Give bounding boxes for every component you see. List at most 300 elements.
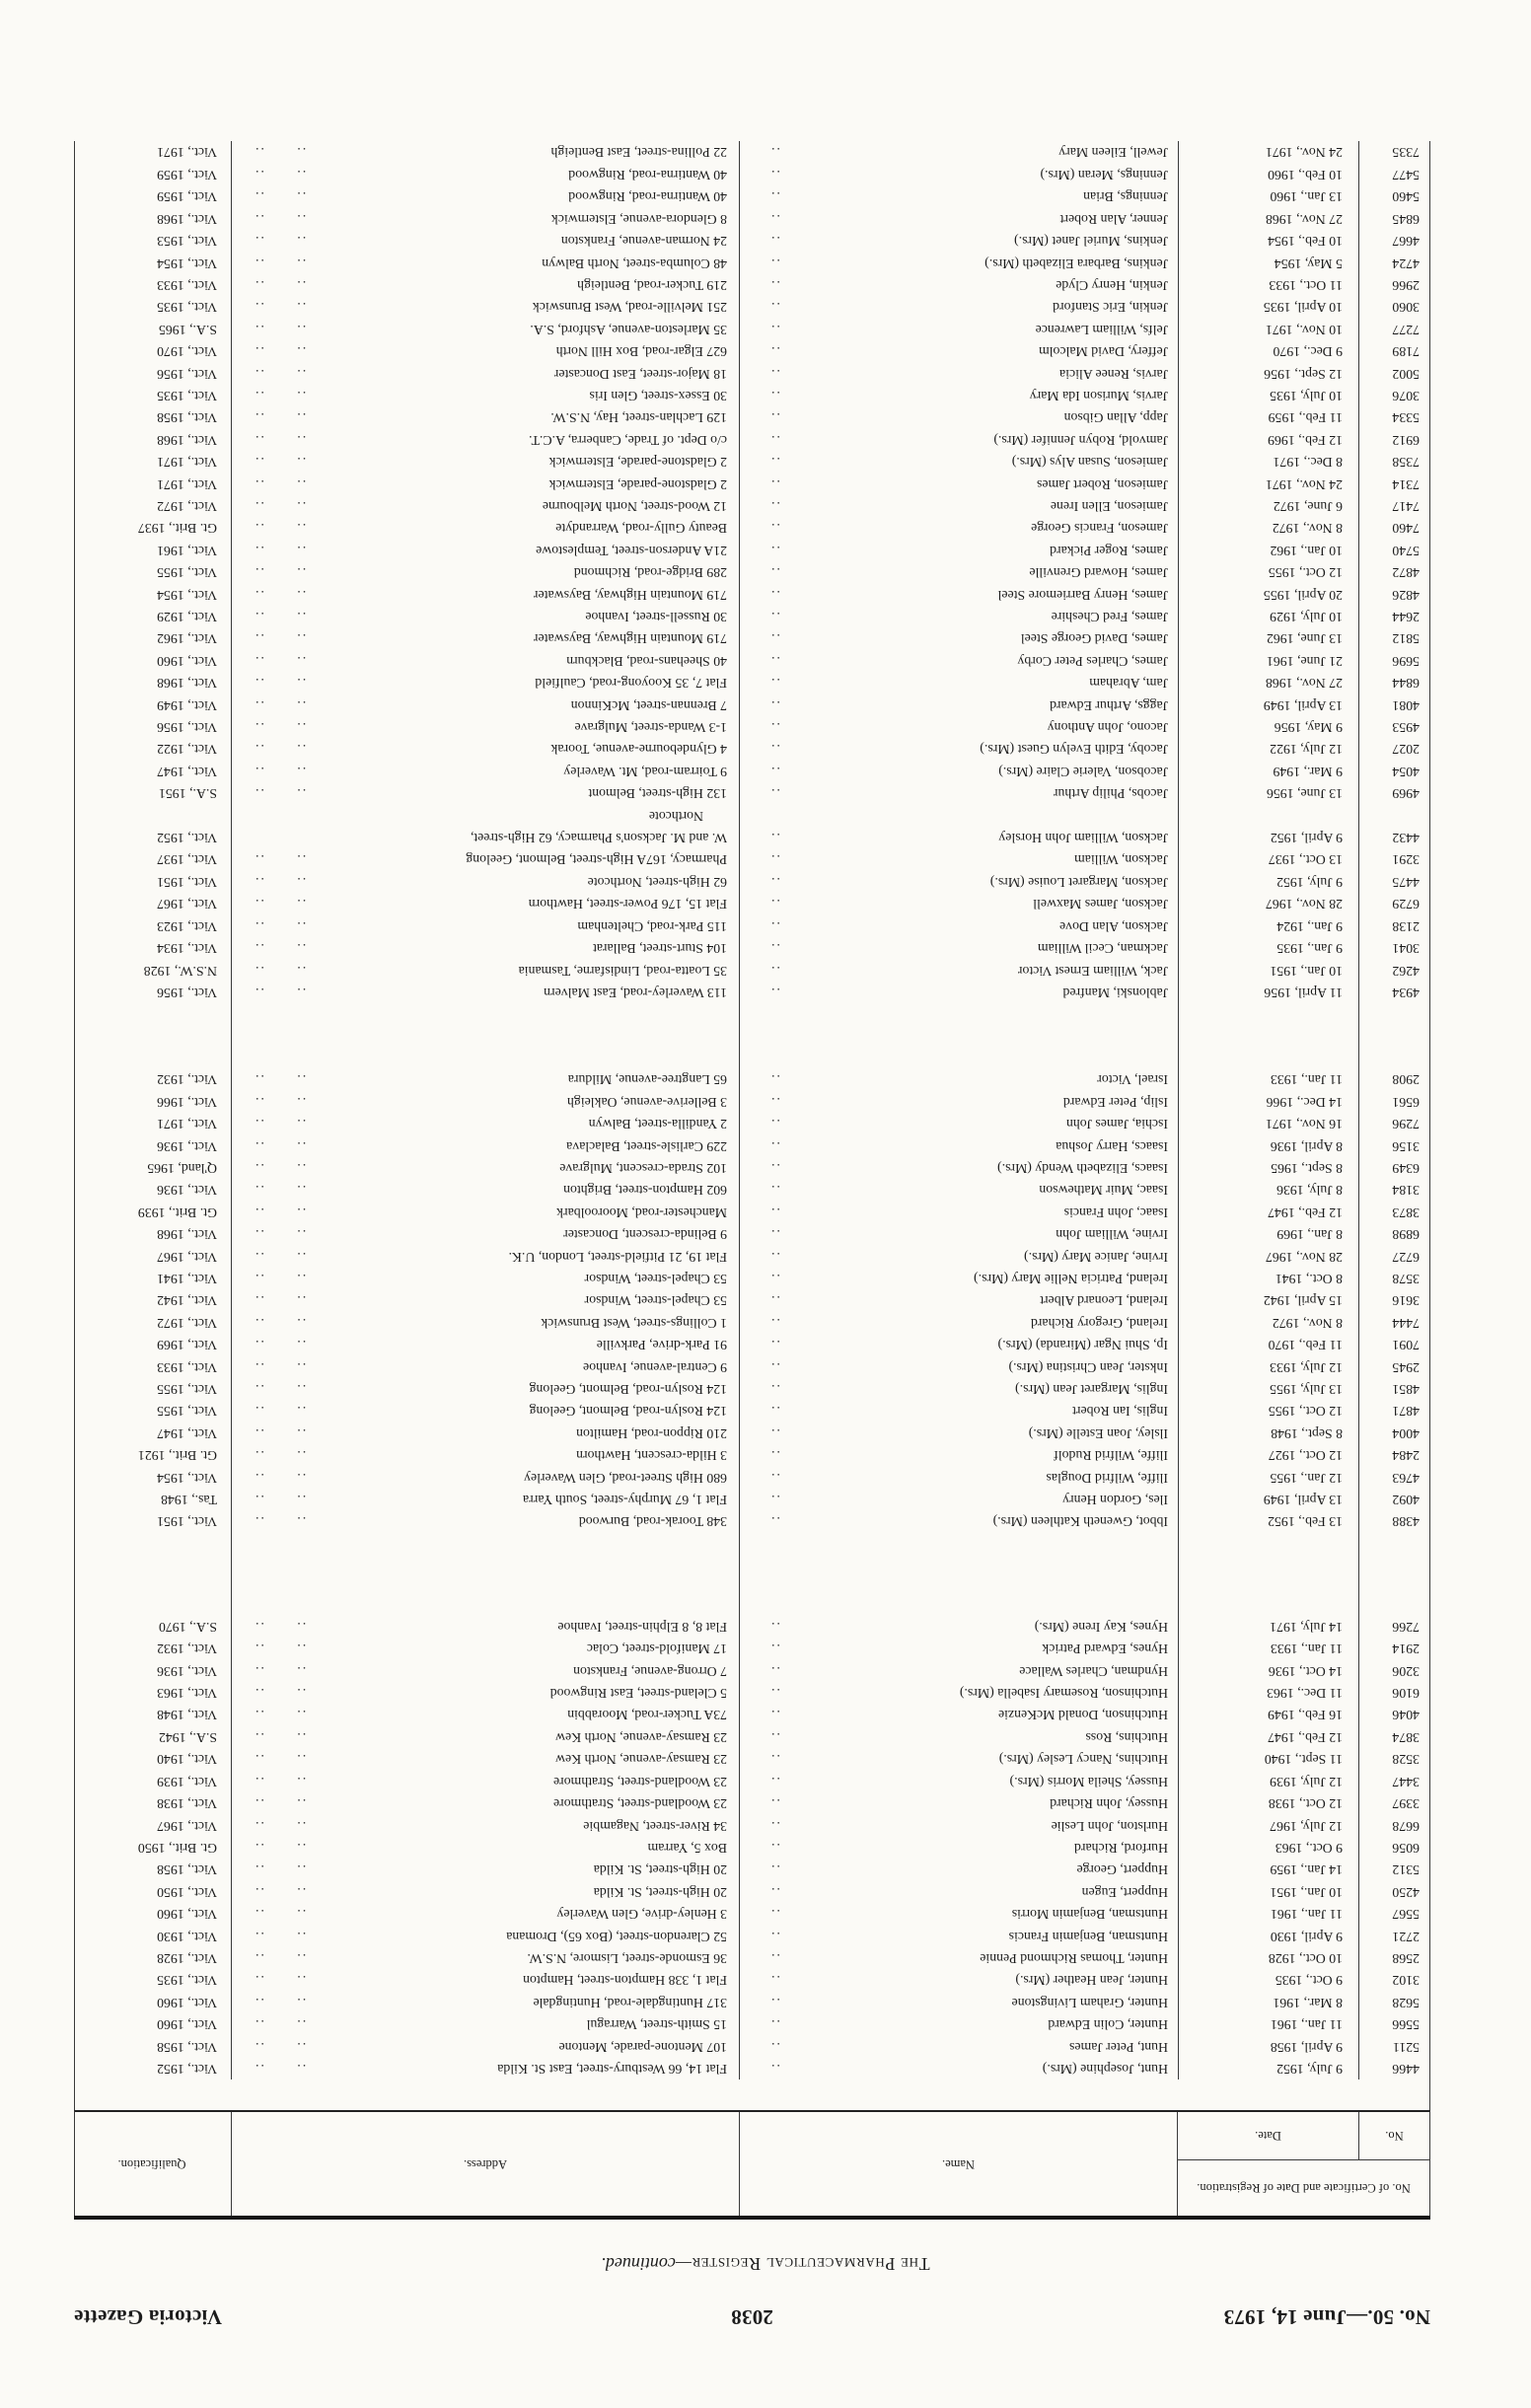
name-text: Hutchinson, Rosemary Isabella (Mrs.) bbox=[959, 1686, 1168, 1702]
name-text: Isaac, Muir Mathewson bbox=[1039, 1183, 1168, 1199]
address-text: 1 Collings-street, West Brunswick bbox=[541, 1315, 727, 1331]
cell-qualification: Vict., 1954 bbox=[157, 1470, 217, 1486]
cell-address bbox=[231, 1400, 739, 1422]
cell-date: 11 Dec., 1963 bbox=[1178, 1682, 1358, 1704]
header-certificate-group: No. of Certificate and Date of Registration. bbox=[1178, 2159, 1429, 2216]
cell-qualification: Vict., 1968 bbox=[157, 676, 217, 692]
address-text: Flat 7, 35 Kooyong-road, Caulfield bbox=[535, 676, 727, 692]
leader-dots: .. bbox=[769, 1204, 780, 1220]
leader-dots: .. .. bbox=[254, 941, 307, 957]
cell-certificate-no: 7277 bbox=[1358, 318, 1429, 339]
address-text: 35 Loatta-road, Lindisfarne, Tasmania bbox=[518, 963, 727, 979]
cell-certificate-no: 7335 bbox=[1358, 141, 1429, 163]
cell-certificate-no: 4432 bbox=[1358, 804, 1429, 848]
name-text: Jewell, Eileen Mary bbox=[1058, 145, 1168, 161]
cell-name bbox=[739, 1113, 1178, 1134]
address-text: 21A Anderson-street, Templestowe bbox=[536, 543, 727, 558]
cell-name bbox=[739, 1770, 1178, 1791]
table-row bbox=[75, 164, 1429, 185]
address-text: 65 Langtree-avenue, Mildura bbox=[567, 1072, 727, 1088]
address-text: Flat 19, 21 Pitfield-street, London, U.K. bbox=[508, 1249, 727, 1265]
cell-qualification: Vict., 1970 bbox=[157, 344, 217, 360]
leader-dots: .. .. bbox=[254, 234, 307, 250]
leader-dots: .. bbox=[769, 786, 780, 802]
cell-certificate-no: 4081 bbox=[1358, 693, 1429, 715]
cell-name bbox=[739, 1903, 1178, 1925]
leader-dots: .. bbox=[769, 455, 780, 471]
cell-qualification: Vict., 1956 bbox=[157, 985, 217, 1000]
cell-name bbox=[739, 517, 1178, 539]
cell-address bbox=[231, 1615, 739, 1637]
table-row bbox=[75, 296, 1429, 318]
cell-address bbox=[231, 804, 739, 848]
leader-dots: .. .. bbox=[254, 610, 307, 625]
leader-dots: .. bbox=[769, 2017, 780, 2033]
leader-dots: .. .. bbox=[254, 1204, 307, 1220]
cell-qualification: Vict., 1947 bbox=[157, 764, 217, 779]
cell-qualification: Gt. Brit., 1950 bbox=[137, 1840, 217, 1856]
cell-name bbox=[739, 1532, 1178, 1615]
cell-certificate-no: 2721 bbox=[1358, 1925, 1429, 1946]
address-text: 132 High-street, Belmont bbox=[588, 786, 727, 802]
address-text: Flat 8, 8 Elphin-street, Ivanhoe bbox=[557, 1619, 727, 1635]
cell-date: 11 Feb., 1959 bbox=[1178, 406, 1358, 428]
cell-qualification: Vict., 1958 bbox=[157, 410, 217, 426]
cell-certificate-no: 5334 bbox=[1358, 406, 1429, 428]
cell-name bbox=[739, 1489, 1178, 1510]
cell-date: 10 Jan., 1962 bbox=[1178, 539, 1358, 560]
address-text: 9 Central-avenue, Ivanhoe bbox=[583, 1359, 727, 1375]
cell-certificate-no: 4953 bbox=[1358, 716, 1429, 738]
table-row bbox=[75, 1068, 1429, 1090]
table-row bbox=[75, 362, 1429, 384]
cell-qualification: Vict., 1934 bbox=[157, 941, 217, 957]
address-text: 210 Rippon-road, Hamilton bbox=[576, 1425, 727, 1441]
address-text: 4 Glyndebourne-avenue, Toorak bbox=[550, 742, 727, 758]
cell-qualification: Vict., 1951 bbox=[157, 874, 217, 890]
name-text: James, Howard Grenville bbox=[1029, 565, 1168, 581]
cell-name bbox=[739, 495, 1178, 517]
cell-date: 12 July, 1933 bbox=[1178, 1355, 1358, 1377]
cell-certificate-no: 6678 bbox=[1358, 1814, 1429, 1836]
leader-dots: .. .. bbox=[254, 1094, 307, 1110]
cell-name bbox=[739, 782, 1178, 804]
leader-dots: .. .. bbox=[254, 145, 307, 161]
cell-qualification: Gt. Brit., 1937 bbox=[137, 521, 217, 537]
cell-qualification: Vict., 1935 bbox=[157, 1973, 217, 1989]
leader-dots: .. bbox=[769, 322, 780, 337]
name-text: Jennings, Meran (Mrs.) bbox=[1040, 167, 1168, 182]
cell-name bbox=[739, 451, 1178, 473]
name-text: Jack, William Ernest Victor bbox=[1017, 963, 1168, 979]
leader-dots: .. .. bbox=[254, 697, 307, 713]
cell-qualification: Vict., 1958 bbox=[157, 2039, 217, 2055]
name-text: Jackson, William John Horsley bbox=[998, 831, 1168, 846]
table-row bbox=[75, 1615, 1429, 1637]
name-text: Jamieson, Ellen Irene bbox=[1050, 499, 1168, 514]
cell-certificate-no: 3156 bbox=[1358, 1134, 1429, 1156]
address-text: 36 Esmonde-street, Lismore, N.S.W. bbox=[527, 1950, 727, 1966]
cell-address bbox=[231, 406, 739, 428]
cell-date: 10 April, 1935 bbox=[1178, 296, 1358, 318]
cell-address bbox=[231, 1157, 739, 1179]
cell-certificate-no: 5477 bbox=[1358, 164, 1429, 185]
table-row bbox=[75, 340, 1429, 362]
cell-date: 28 Nov., 1967 bbox=[1178, 893, 1358, 914]
leader-dots: .. .. bbox=[254, 720, 307, 736]
cell-certificate-no: 3578 bbox=[1358, 1268, 1429, 1289]
cell-date: 12 Jan., 1955 bbox=[1178, 1466, 1358, 1488]
leader-dots: .. bbox=[769, 1293, 780, 1309]
cell-certificate-no: 7314 bbox=[1358, 473, 1429, 494]
cell-name bbox=[739, 318, 1178, 339]
leader-dots: .. bbox=[769, 653, 780, 669]
table-row bbox=[75, 1814, 1429, 1836]
name-text: Jeffery, David Malcolm bbox=[1038, 344, 1168, 360]
leader-dots: .. bbox=[769, 720, 780, 736]
leader-dots: .. .. bbox=[254, 1160, 307, 1176]
cell-certificate-no: 5312 bbox=[1358, 1859, 1429, 1880]
address-text: 627 Elgar-road, Box Hill North bbox=[555, 344, 727, 360]
name-text: Hunt, Josephine (Mrs.) bbox=[1042, 2062, 1168, 2077]
leader-dots: .. bbox=[769, 1272, 780, 1286]
cell-date: 11 Jan., 1961 bbox=[1178, 2013, 1358, 2035]
cell-qualification: Vict., 1968 bbox=[157, 1227, 217, 1243]
address-text: 17 Manifold-street, Colac bbox=[586, 1642, 727, 1657]
table-row bbox=[75, 782, 1429, 804]
leader-dots: .. bbox=[769, 1663, 780, 1679]
cell-name bbox=[739, 1748, 1178, 1770]
name-text: Jamieson, Robert James bbox=[1037, 476, 1168, 492]
leader-dots: .. .. bbox=[254, 565, 307, 581]
cell-address bbox=[231, 1068, 739, 1090]
leader-dots: .. bbox=[769, 852, 780, 868]
leader-dots: .. .. bbox=[254, 587, 307, 603]
cell-certificate-no: 3060 bbox=[1358, 296, 1429, 318]
leader-dots: .. .. bbox=[254, 1117, 307, 1132]
cell-date: 9 July, 1952 bbox=[1178, 2058, 1358, 2080]
cell-qualification: Gt. Brit., 1939 bbox=[137, 1204, 217, 1220]
cell-address bbox=[231, 1245, 739, 1267]
cell-date: 10 Nov., 1971 bbox=[1178, 318, 1358, 339]
cell-qualification: S.A., 1970 bbox=[158, 1619, 217, 1635]
cell-qualification: S.A., 1965 bbox=[158, 322, 217, 337]
name-text: James, Fred Cheshire bbox=[1051, 610, 1168, 625]
address-text: 30 Essex-street, Glen Iris bbox=[589, 388, 727, 403]
address-text: 23 Ramsay-avenue, North Kew bbox=[555, 1729, 727, 1745]
name-text: Jamieson, Susan Alys (Mrs.) bbox=[1011, 455, 1168, 471]
name-text: Ischia, James John bbox=[1065, 1117, 1168, 1132]
cell-name bbox=[739, 2035, 1178, 2057]
name-text: Jacobs, Philip Arthur bbox=[1053, 786, 1168, 802]
cell-address bbox=[231, 782, 739, 804]
cell-address bbox=[231, 340, 739, 362]
cell-address bbox=[231, 1510, 739, 1532]
name-text: Ireland, Gregory Richard bbox=[1030, 1315, 1168, 1331]
table-header bbox=[74, 2110, 1430, 2216]
cell-certificate-no: 6056 bbox=[1358, 1837, 1429, 1859]
cell-address bbox=[231, 1003, 739, 1068]
leader-dots: .. bbox=[769, 831, 780, 846]
table-row bbox=[75, 1792, 1429, 1814]
name-text: Jacobson, Valerie Claire (Mrs.) bbox=[998, 764, 1168, 779]
name-text: Ireland, Leonard Albert bbox=[1040, 1293, 1168, 1309]
leader-dots: .. .. bbox=[254, 1272, 307, 1286]
table-row bbox=[75, 1880, 1429, 1902]
cell-certificate-no: 7444 bbox=[1358, 1311, 1429, 1333]
leader-dots: .. .. bbox=[254, 1359, 307, 1375]
cell-date: 13 April, 1949 bbox=[1178, 1489, 1358, 1510]
name-text: Jam, Abraham bbox=[1089, 676, 1168, 692]
cell-name bbox=[739, 1837, 1178, 1859]
name-text: Jenkin, Eric Stanford bbox=[1053, 300, 1168, 316]
leader-dots: .. bbox=[769, 697, 780, 713]
name-text: Irvine, William John bbox=[1056, 1227, 1168, 1243]
cell-qualification: Vict., 1939 bbox=[157, 1774, 217, 1789]
cell-certificate-no: 4872 bbox=[1358, 561, 1429, 583]
cell-date: 14 Dec., 1966 bbox=[1178, 1090, 1358, 1112]
cell-name bbox=[739, 2058, 1178, 2080]
cell-certificate-no: 4046 bbox=[1358, 1704, 1429, 1725]
cell-name bbox=[739, 385, 1178, 406]
leader-dots: .. bbox=[769, 1382, 780, 1398]
cell-date: 27 Nov., 1968 bbox=[1178, 672, 1358, 693]
cell-certificate-no: 3528 bbox=[1358, 1748, 1429, 1770]
cell-name bbox=[739, 693, 1178, 715]
cell-date: 8 Dec., 1971 bbox=[1178, 451, 1358, 473]
name-text: Hutchins, Ross bbox=[1085, 1729, 1168, 1745]
cell-address bbox=[231, 318, 739, 339]
cell-qualification: Vict., 1961 bbox=[157, 543, 217, 558]
leader-dots: .. bbox=[769, 1514, 780, 1530]
cell-date: 12 Oct., 1938 bbox=[1178, 1792, 1358, 1814]
leader-dots: .. bbox=[769, 1404, 780, 1420]
page-title-main: The Pharmaceutical Register bbox=[691, 2254, 930, 2274]
table-row bbox=[75, 1268, 1429, 1289]
name-text: Huppert, George bbox=[1076, 1862, 1168, 1878]
cell-qualification: Vict., 1935 bbox=[157, 388, 217, 403]
cell-qualification: Vict., 1959 bbox=[157, 189, 217, 205]
leader-dots: .. .. bbox=[254, 1686, 307, 1702]
cell-address bbox=[231, 893, 739, 914]
table-row bbox=[75, 982, 1429, 1003]
leader-dots: .. bbox=[769, 167, 780, 182]
leader-dots: .. .. bbox=[254, 1796, 307, 1812]
cell-date: 9 April, 1930 bbox=[1178, 1925, 1358, 1946]
table-row bbox=[75, 1991, 1429, 2012]
address-text: 23 Woodland-street, Strathmore bbox=[552, 1796, 727, 1812]
cell-name bbox=[739, 738, 1178, 760]
cell-date: 21 June, 1961 bbox=[1178, 649, 1358, 671]
cell-date: 8 Nov., 1972 bbox=[1178, 517, 1358, 539]
cell-name bbox=[739, 871, 1178, 893]
cell-address bbox=[231, 606, 739, 627]
name-text: Hyndman, Charles Wallace bbox=[1019, 1663, 1168, 1679]
leader-dots: .. .. bbox=[254, 344, 307, 360]
cell-address bbox=[231, 451, 739, 473]
cell-address bbox=[231, 848, 739, 870]
cell-certificate-no: 4262 bbox=[1358, 959, 1429, 981]
leader-dots: .. .. bbox=[254, 322, 307, 337]
address-text: 348 Toorak-road, Burwood bbox=[578, 1514, 727, 1530]
cell-date: 15 April, 1942 bbox=[1178, 1289, 1358, 1311]
leader-dots: .. bbox=[769, 676, 780, 692]
cell-address bbox=[231, 693, 739, 715]
cell-name bbox=[739, 1814, 1178, 1836]
cell-date: 11 Jan., 1933 bbox=[1178, 1068, 1358, 1090]
cell-name bbox=[739, 561, 1178, 583]
address-text: 9 Belinda-crescent, Doncaster bbox=[563, 1227, 727, 1243]
cell-address bbox=[231, 1489, 739, 1510]
leader-dots: .. .. bbox=[254, 189, 307, 205]
cell-date bbox=[1178, 1003, 1358, 1068]
leader-dots: .. .. bbox=[254, 1862, 307, 1878]
cell-address bbox=[231, 1444, 739, 1466]
cell-address bbox=[231, 1355, 739, 1377]
leader-dots: .. .. bbox=[254, 742, 307, 758]
cell-certificate-no: 4667 bbox=[1358, 230, 1429, 252]
leader-dots: .. bbox=[769, 1774, 780, 1789]
leader-dots: .. bbox=[769, 941, 780, 957]
cell-certificate-no: 2138 bbox=[1358, 914, 1429, 936]
leader-dots: .. .. bbox=[254, 255, 307, 271]
cell-name bbox=[739, 893, 1178, 914]
cell-qualification: Vict., 1967 bbox=[157, 1249, 217, 1265]
leader-dots: .. .. bbox=[254, 1840, 307, 1856]
address-text: 35 Marleston-avenue, Ashford, S.A. bbox=[530, 322, 727, 337]
leader-dots: .. .. bbox=[254, 1818, 307, 1834]
cell-date: 16 Nov., 1971 bbox=[1178, 1113, 1358, 1134]
name-text: Jackson, Margaret Louise (Mrs.) bbox=[989, 874, 1168, 890]
cell-qualification: Vict., 1962 bbox=[157, 631, 217, 647]
table-row bbox=[75, 1925, 1429, 1946]
leader-dots: .. .. bbox=[254, 874, 307, 890]
table-row bbox=[75, 561, 1429, 583]
cell-date: 10 Feb., 1960 bbox=[1178, 164, 1358, 185]
cell-name bbox=[739, 1859, 1178, 1880]
cell-qualification: Vict., 1933 bbox=[157, 277, 217, 293]
cell-certificate-no: 7189 bbox=[1358, 340, 1429, 362]
cell-qualification: Vict., 1941 bbox=[157, 1272, 217, 1286]
cell-address bbox=[231, 583, 739, 605]
cell-name bbox=[739, 649, 1178, 671]
cell-qualification: Vict., 1972 bbox=[157, 1315, 217, 1331]
address-text: 62 High-street, Northcote bbox=[587, 874, 727, 890]
cell-certificate-no: 5740 bbox=[1358, 539, 1429, 560]
cell-qualification: Vict., 1953 bbox=[157, 234, 217, 250]
name-text: Huppert, Eugen bbox=[1081, 1884, 1168, 1900]
address-text: 602 Hampton-street, Brighton bbox=[563, 1183, 727, 1199]
cell-certificate-no: 2644 bbox=[1358, 606, 1429, 627]
cell-address bbox=[231, 1859, 739, 1880]
cell-qualification: Vict., 1932 bbox=[157, 1072, 217, 1088]
cell-certificate-no: 3874 bbox=[1358, 1726, 1429, 1748]
name-text: Hunter, Colin Edward bbox=[1048, 2017, 1168, 2033]
cell-certificate-no: 7266 bbox=[1358, 1615, 1429, 1637]
table-row bbox=[75, 583, 1429, 605]
cell-qualification: Vict., 1960 bbox=[157, 653, 217, 669]
cell-name bbox=[739, 1682, 1178, 1704]
cell-date: 9 April, 1952 bbox=[1178, 804, 1358, 848]
leader-dots: .. .. bbox=[254, 676, 307, 692]
table-row bbox=[75, 1837, 1429, 1859]
cell-name bbox=[739, 1659, 1178, 1681]
cell-qualification: Vict., 1960 bbox=[157, 2017, 217, 2033]
cell-name bbox=[739, 848, 1178, 870]
cell-qualification: Vict., 1956 bbox=[157, 720, 217, 736]
leader-dots: .. .. bbox=[254, 1072, 307, 1088]
address-text: 8 Glendora-avenue, Elsternwick bbox=[550, 211, 727, 227]
cell-qualification: Vict., 1954 bbox=[157, 587, 217, 603]
cell-qualification: Vict., 1971 bbox=[157, 1117, 217, 1132]
leader-dots: .. .. bbox=[254, 1404, 307, 1420]
address-text: 124 Roslyn-road, Belmont, Geelong bbox=[529, 1404, 727, 1420]
table-row bbox=[75, 1157, 1429, 1179]
cell-qualification: Vict., 1971 bbox=[157, 476, 217, 492]
name-text: Hutchinson, Donald McKenzie bbox=[997, 1708, 1168, 1723]
cell-date: 9 May, 1956 bbox=[1178, 716, 1358, 738]
header-date: Date. bbox=[1255, 2129, 1281, 2144]
cell-name bbox=[739, 1157, 1178, 1179]
cell-address bbox=[231, 362, 739, 384]
address-text: 289 Bridge-road, Richmond bbox=[573, 565, 727, 581]
leader-dots: .. bbox=[769, 1249, 780, 1265]
name-text: Inkster, Jean Christina (Mrs.) bbox=[1008, 1359, 1168, 1375]
leader-dots: .. .. bbox=[254, 2039, 307, 2055]
cell-date: 5 May, 1954 bbox=[1178, 252, 1358, 273]
cell-certificate-no: 7296 bbox=[1358, 1113, 1429, 1134]
leader-dots: .. .. bbox=[254, 1183, 307, 1199]
leader-dots: .. bbox=[769, 1642, 780, 1657]
cell-date: 20 April, 1955 bbox=[1178, 583, 1358, 605]
name-text: Hussey, John Richard bbox=[1050, 1796, 1168, 1812]
cell-address bbox=[231, 1638, 739, 1659]
cell-name bbox=[739, 1289, 1178, 1311]
cell-qualification: Vict., 1940 bbox=[157, 1752, 217, 1768]
leader-dots: .. bbox=[769, 2039, 780, 2055]
table-row bbox=[75, 804, 1429, 848]
cell-name bbox=[739, 296, 1178, 318]
cell-date: 11 Jan., 1961 bbox=[1178, 1903, 1358, 1925]
leader-dots: .. .. bbox=[254, 1249, 307, 1265]
cell-address bbox=[231, 760, 739, 781]
cell-date: 12 Oct., 1927 bbox=[1178, 1444, 1358, 1466]
cell-date: 13 Jan., 1960 bbox=[1178, 185, 1358, 207]
address-text: 113 Waverley-road, East Malvern bbox=[544, 985, 727, 1000]
cell-date: 13 June, 1962 bbox=[1178, 627, 1358, 649]
table-row bbox=[75, 473, 1429, 494]
address-text: 124 Roslyn-road, Belmont, Geelong bbox=[529, 1382, 727, 1398]
table-row bbox=[75, 1969, 1429, 1991]
cell-certificate-no: 5002 bbox=[1358, 362, 1429, 384]
cell-certificate-no: 4466 bbox=[1358, 2058, 1429, 2080]
leader-dots: .. bbox=[769, 1729, 780, 1745]
cell-name bbox=[739, 252, 1178, 273]
cell-name bbox=[739, 1068, 1178, 1090]
cell-address bbox=[231, 141, 739, 163]
cell-address bbox=[231, 1311, 739, 1333]
cell-address bbox=[231, 1201, 739, 1222]
leader-dots: .. .. bbox=[254, 1774, 307, 1789]
address-text: 2 Gladstone-parade, Elsternwick bbox=[548, 476, 727, 492]
cell-address bbox=[231, 1378, 739, 1400]
cell-address bbox=[231, 649, 739, 671]
cell-qualification: Vict., 1928 bbox=[157, 1950, 217, 1966]
cell-name bbox=[739, 914, 1178, 936]
cell-certificate-no: 5628 bbox=[1358, 1991, 1429, 2012]
leader-dots: .. bbox=[769, 1708, 780, 1723]
table-row bbox=[75, 1682, 1429, 1704]
